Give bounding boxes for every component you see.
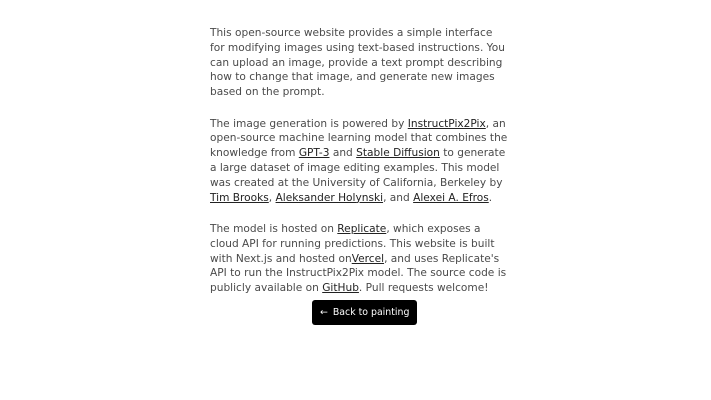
model-text-7: . — [488, 191, 493, 204]
about-content — [210, 26, 508, 313]
model-text-2: , an open-source machine learning model that combines the knowledge from — [210, 117, 508, 160]
alexei-efros-link[interactable]: Alexei A. Efros — [413, 191, 489, 204]
tim-brooks-link[interactable]: Tim Brooks — [210, 191, 269, 204]
model-text-5: , — [268, 191, 276, 204]
hosting-text-4: . Pull requests welcome! — [358, 282, 489, 295]
model-text-3: and — [329, 147, 357, 160]
intro-text: This open-source website provides a simple interface for modifying images using text-based instructions. You can upload an image, provide a text prompt describing how to change that image, and generate new images based on the prompt. — [210, 27, 505, 99]
aleksander-holynski-link[interactable]: Aleksander Holynski — [275, 191, 384, 204]
hosting-text-3: , and uses Replicate's API to run the InstructPix2Pix model. The source code is publicly available on — [210, 252, 507, 295]
model-paragraph — [210, 117, 508, 206]
gpt3-link[interactable]: GPT-3 — [298, 147, 330, 160]
back-button-label: Back to painting — [332, 307, 410, 319]
model-text-4: to generate a large dataset of image editing examples. This model was created at the University of California, Berkeley by — [210, 147, 506, 189]
replicate-link[interactable]: Replicate — [337, 222, 387, 235]
instructpix2pix-link[interactable]: InstructPix2Pix — [407, 117, 486, 130]
hosting-text-2: , which exposes a cloud API for running predictions. This website is built with Next.js and hosted on — [210, 222, 495, 265]
stable-diffusion-link[interactable]: Stable Diffusion — [356, 147, 440, 160]
arrow-left-icon: ← — [320, 307, 328, 318]
intro-paragraph — [210, 26, 508, 100]
hosting-text-1: The model is hosted on — [210, 222, 338, 235]
vercel-link[interactable]: Vercel — [351, 252, 385, 265]
github-link[interactable]: GitHub — [322, 282, 359, 295]
back-to-painting-button[interactable] — [312, 300, 417, 325]
model-text-1: The image generation is powered by — [210, 117, 408, 130]
hosting-paragraph — [210, 222, 508, 296]
model-text-6: , and — [383, 191, 414, 204]
back-button-container — [312, 300, 417, 325]
